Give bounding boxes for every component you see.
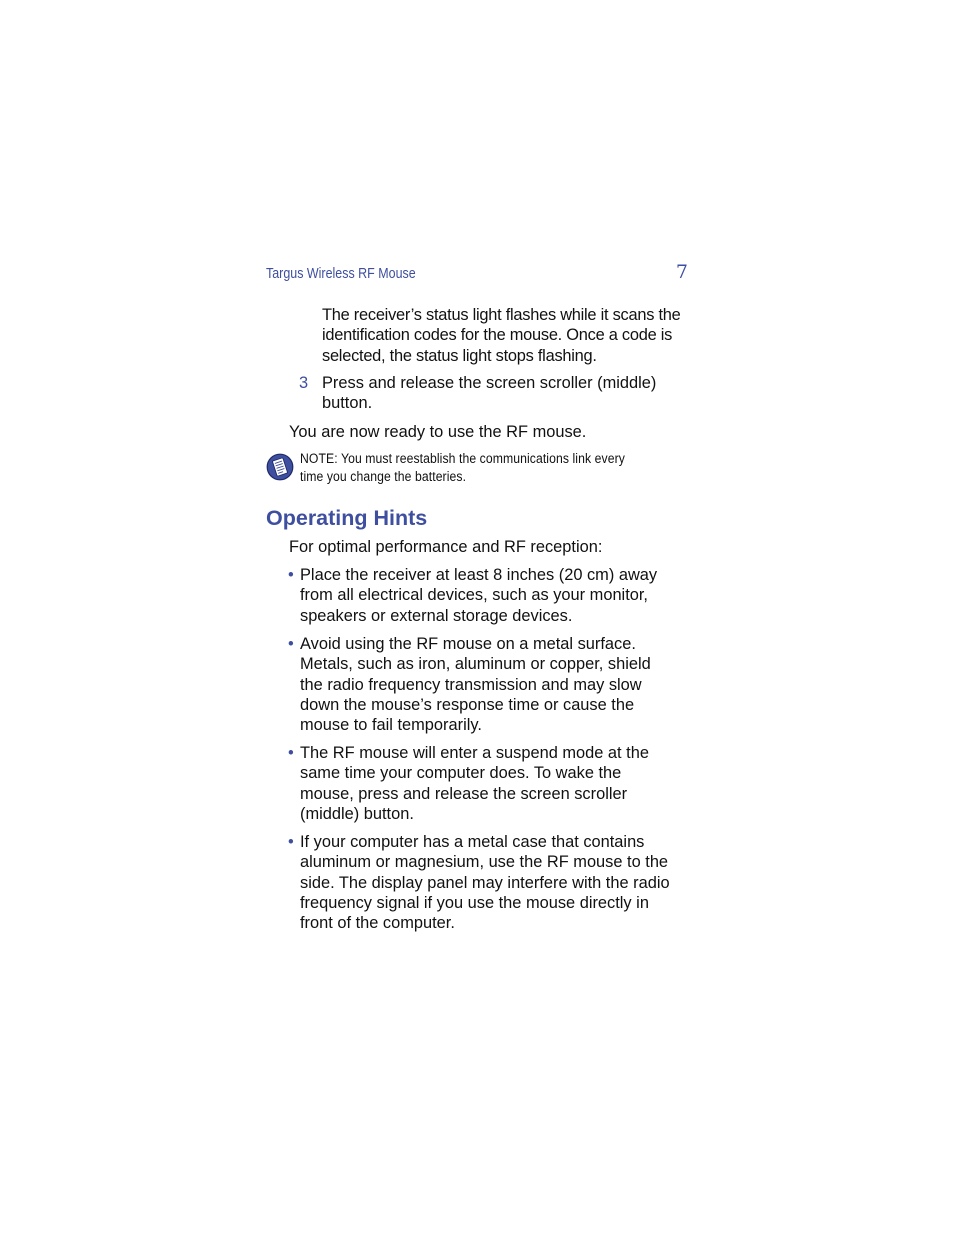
text-line: front of the computer. — [300, 914, 455, 933]
text-line: The RF mouse will enter a suspend mode at the — [300, 744, 649, 762]
bullet-icon: • — [288, 833, 294, 851]
text-line: Metals, such as iron, aluminum or copper, shield — [300, 655, 651, 674]
section-heading: Operating Hints — [266, 506, 428, 530]
running-header — [266, 261, 688, 288]
header-title: Targus Wireless RF Mouse — [266, 266, 416, 282]
text-line: Avoid using the RF mouse on a metal surface. — [300, 635, 636, 653]
text-line: Press and release the screen scroller (middle) — [322, 374, 657, 392]
text-line: The receiver’s status light flashes while it scans the — [322, 306, 681, 324]
hint-text — [300, 743, 690, 824]
text-line: speakers or external storage devices. — [300, 606, 573, 625]
bullet-icon: • — [288, 635, 294, 653]
ready-paragraph: You are now ready to use the RF mouse. — [289, 423, 587, 441]
intro-paragraph: For optimal performance and RF reception: — [289, 538, 603, 556]
text-line: side. The display panel may interfere with the radio — [300, 873, 670, 892]
step-number: 3 — [299, 374, 309, 392]
step-text — [322, 373, 688, 414]
text-line: identification codes for the mouse. Once a code is — [322, 326, 673, 345]
text-line: aluminum or magnesium, use the RF mouse to the — [300, 853, 669, 872]
text-line: (middle) button. — [300, 804, 414, 823]
status-light-paragraph — [322, 305, 692, 366]
text-line: mouse to fail temporarily. — [300, 716, 482, 735]
note-text — [300, 450, 687, 486]
hint-text — [300, 634, 690, 735]
text-line: selected, the status light stops flashing. — [322, 346, 597, 365]
text-line: down the mouse’s response time or cause the — [300, 695, 635, 714]
text-line: same time your computer does. To wake the — [300, 764, 622, 783]
hint-text — [300, 565, 690, 626]
text-line: If your computer has a metal case that contains — [300, 833, 645, 851]
text-line: Place the receiver at least 8 inches (20 cm) away — [300, 566, 658, 584]
text-line: time you change the batteries. — [300, 469, 467, 485]
page-number: 7 — [675, 261, 688, 283]
note-pad-icon — [266, 453, 294, 481]
text-line: button. — [322, 394, 373, 413]
text-line: NOTE: You must reestablish the communications link every — [300, 451, 625, 467]
text-line: frequency signal if you use the mouse directly in — [300, 893, 649, 912]
text-line: from all electrical devices, such as your monitor, — [300, 586, 648, 605]
text-line: the radio frequency transmission and may slow — [300, 675, 642, 694]
bullet-icon: • — [288, 744, 294, 762]
hint-text — [300, 832, 690, 933]
text-line: mouse, press and release the screen scroller — [300, 784, 628, 803]
bullet-icon: • — [288, 566, 294, 584]
